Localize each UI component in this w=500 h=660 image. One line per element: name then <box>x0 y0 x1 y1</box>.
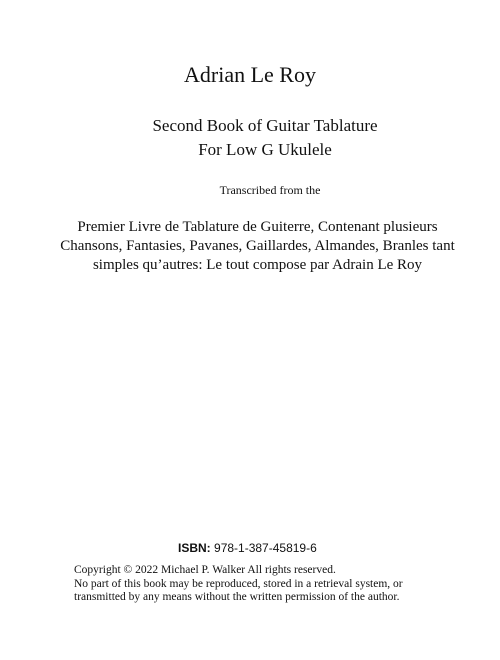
copyright-line-1: Copyright © 2022 Michael P. Walker All rights reserved. <box>74 564 336 576</box>
source-title-line-1: Premier Livre de Tablature de Guiterre, Contenant plusieurs <box>77 219 438 235</box>
copyright-line-2: No part of this book may be reproduced, stored in a retrieval system, or <box>74 577 403 590</box>
transcribed-note: Transcribed from the <box>219 183 321 197</box>
isbn <box>178 541 317 555</box>
book-title-line-1: Second Book of Guitar Tablature <box>152 116 378 135</box>
isbn-label: ISBN: <box>178 541 211 555</box>
copyright-line-3: transmitted by any means without the written permission of the author. <box>74 591 400 603</box>
source-title <box>40 218 475 275</box>
source-title-line-3: simples qu’autres: Le tout compose par Adrain Le Roy <box>92 257 423 273</box>
author-name: Adrian Le Roy <box>184 62 316 87</box>
isbn-value: 978-1-387-45819-6 <box>214 541 317 555</box>
book-title-line-2: For Low G Ukulele <box>198 140 332 159</box>
source-title-line-2: Chansons, Fantasies, Pavanes, Gaillardes, Almandes, Branles tant <box>60 238 455 254</box>
book-title <box>140 114 390 162</box>
copyright-notice <box>74 564 494 605</box>
